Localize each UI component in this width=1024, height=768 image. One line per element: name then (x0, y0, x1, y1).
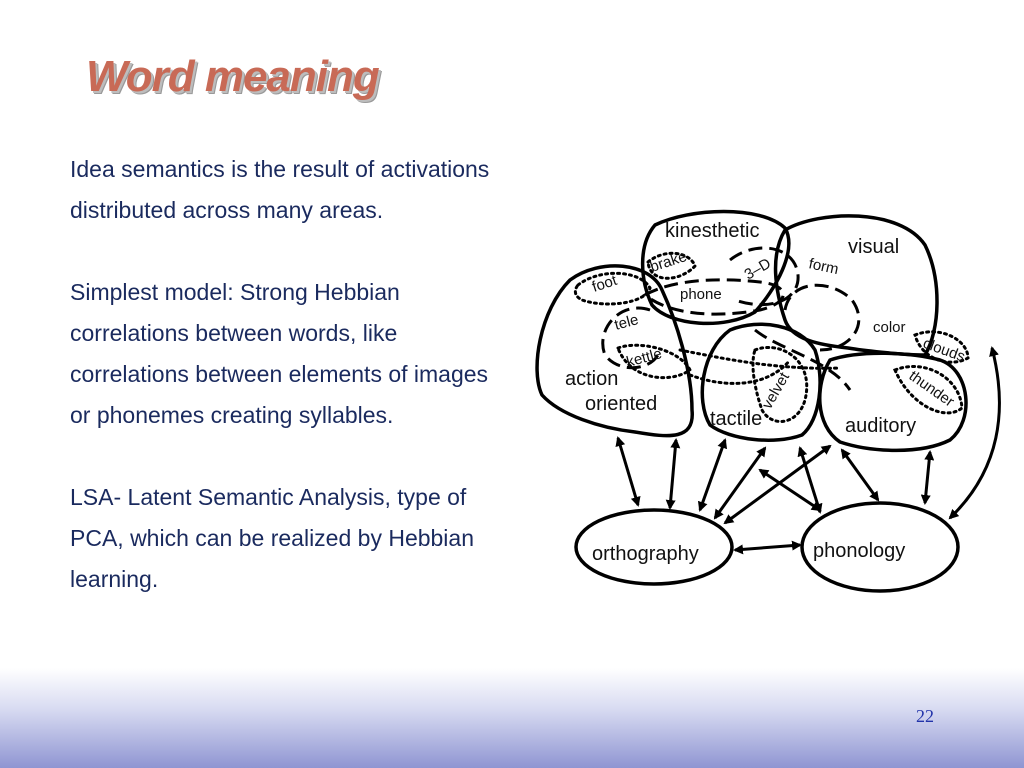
phonology-label: phonology (813, 540, 906, 562)
arrow-action-orthography-2 (670, 440, 676, 508)
form-label: form (807, 255, 841, 279)
arrow-auditory-phonology-2 (925, 452, 930, 503)
orthography-label: orthography (592, 543, 699, 565)
arrow-auditory-phonology (842, 450, 878, 500)
arrow-tactile-orthography-2 (715, 448, 765, 518)
page-number: 22 (916, 706, 934, 726)
footer-gradient-band (0, 668, 1024, 768)
phone-label: phone (680, 286, 722, 303)
action-label: action (565, 368, 619, 390)
kettle-label: kettle (624, 345, 664, 371)
visual-label: visual (848, 236, 900, 258)
oriented-label: oriented (585, 393, 658, 415)
clouds-label: clouds (920, 334, 968, 366)
velvet-label: velvet (758, 369, 794, 412)
paragraph-hebbian-model: Simplest model: Strong Hebbian correlations between words, like correlations between elements of images or phonemes creating syllables. (70, 279, 489, 428)
auditory-label: auditory (845, 415, 917, 437)
arrow-tactile-orthography (700, 440, 725, 510)
foot-label: foot (589, 271, 620, 296)
brake-label: brake (647, 248, 689, 276)
slide-title: Word meaning (86, 52, 379, 101)
form-pattern (785, 285, 859, 350)
tele-label: tele (612, 311, 641, 334)
paragraph-lsa: LSA- Latent Semantic Analysis, type of PCA, which can be realized by Hebbian learning. (70, 484, 475, 592)
three-d-label: 3–D (741, 254, 774, 284)
color-label: color (873, 319, 906, 336)
arrow-action-orthography (618, 438, 638, 505)
kinesthetic-label: kinesthetic (665, 220, 760, 242)
arrow-orthography-phonology (735, 545, 800, 550)
word-meaning-diagram (530, 200, 1010, 610)
thunder-label: thunder (905, 367, 958, 411)
tactile-label: tactile (710, 408, 763, 430)
paragraph-idea-semantics: Idea semantics is the result of activations distributed across many areas. (70, 156, 490, 223)
slide-body (70, 149, 500, 641)
